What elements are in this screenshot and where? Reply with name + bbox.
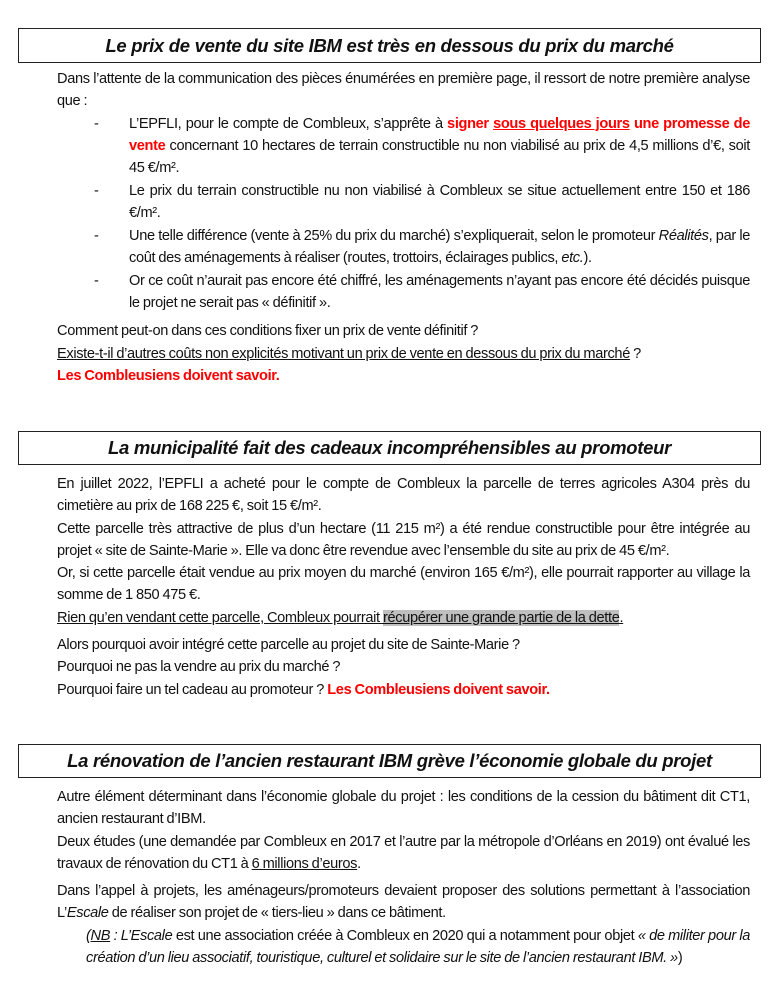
text: L’EPFLI, pour le compte de Combleux, s’apprête à <box>129 115 448 132</box>
text: Une telle différence (vente à 25% du prix du marché) s’expliquerait, selon le promoteur <box>129 228 659 245</box>
paragraph: En juillet 2022, l’EPFLI a acheté pour le compte de Combleux la parcelle de terres agricoles A304 près du cimetière au prix de 168 225 €, soit 15 €/m². <box>57 476 750 515</box>
bullet-dash: - <box>94 228 99 245</box>
italic-text: Escale <box>66 905 109 922</box>
paragraph <box>57 880 750 925</box>
bullet-list <box>57 113 750 315</box>
bullet-dash: - <box>94 273 99 290</box>
list-item <box>57 270 750 315</box>
list-item <box>57 225 750 270</box>
section-price-body <box>57 68 750 387</box>
conclusion: Les Combleusiens doivent savoir. <box>327 681 550 698</box>
conclusion: Les Combleusiens doivent savoir. <box>57 367 280 384</box>
text: . <box>357 855 361 872</box>
list-item <box>57 180 750 225</box>
text: ( <box>86 927 91 944</box>
question: Comment peut-on dans ces conditions fixer un prix de vente définitif ? <box>57 323 479 340</box>
underlined-text: Existe-t-il d’autres coûts non explicités motivant un prix de vente en dessous du prix du marché <box>57 345 630 362</box>
section-renovation-body <box>57 786 750 969</box>
text: est une association créée à Combleux en 2020 qui a notamment pour objet <box>172 927 638 944</box>
text: . <box>619 609 624 626</box>
text: de réaliser son projet de « tiers-lieu » dans ce bâtiment. <box>108 905 446 922</box>
question <box>57 343 750 365</box>
italic-text: etc. <box>561 250 584 267</box>
paragraph: Cette parcelle très attractive de plus d’un hectare (11 215 m²) a été rendue constructible pour être intégrée au projet « site de Sainte-Marie ». Elle va donc être revendue avec l’ensemble du site au prix de 45 €/m². <box>57 520 750 559</box>
section-heading-price: Le prix de vente du site IBM est très en dessous du prix du marché <box>18 28 761 63</box>
intro-paragraph: Dans l’attente de la communication des pièces énumérées en première page, il ressort de notre première analyse que : <box>57 71 750 110</box>
text: ? <box>629 345 641 362</box>
section-heading-gifts: La municipalité fait des cadeaux incompréhensibles au promoteur <box>18 431 761 465</box>
emphasis-text: une promesse de vente <box>129 115 750 154</box>
highlighted-text: récupérer une grande partie de la dette <box>382 609 620 626</box>
text: ) <box>677 950 683 967</box>
text: concernant 10 hectares de terrain constructible nu non viabilisé au prix de 4,5 millions d’€, soit 45 €/m². <box>129 137 750 177</box>
bullet-dash: - <box>94 182 99 199</box>
emphasis-text: signer <box>447 115 489 132</box>
underlined-text: Rien qu’en vendant cette parcelle, Combleux pourrait <box>57 609 383 626</box>
emphasis-underlined: sous quelques jours <box>493 115 630 132</box>
text: Pourquoi faire un tel cadeau au promoteur ? <box>57 681 328 698</box>
paragraph: Autre élément déterminant dans l’économie globale du projet : les conditions de la cession du bâtiment dit CT1, ancien restaurant d’IBM. <box>57 789 750 828</box>
text: Dans l’appel à projets, les aménageurs/promoteurs devaient proposer des solutions permettant à l’association L’ <box>57 883 750 922</box>
paragraph <box>57 831 750 876</box>
text: , par le coût des aménagements à réaliser (routes, trottoirs, éclairages publics, <box>129 228 750 267</box>
italic-text: Réalités <box>658 228 709 245</box>
paragraph: Or, si cette parcelle était vendue au prix moyen du marché (environ 165 €/m²), elle pourrait rapporter au village la somme de 1 850 475 €. <box>57 565 750 604</box>
section-heading-renovation: La rénovation de l’ancien restaurant IBM grève l’économie globale du projet <box>18 744 761 778</box>
italic-quote: « de militer pour la création d’un lieu associatif, touristique, culturel et solidaire sur le site de l’ancien restaurant IBM. » <box>86 927 751 967</box>
section-gifts-body <box>57 473 750 701</box>
question: Alors pourquoi avoir intégré cette parcelle au projet du site de Sainte-Marie ? <box>57 637 520 654</box>
question <box>57 679 750 701</box>
nb-label: NB <box>90 927 111 944</box>
question: Pourquoi ne pas la vendre au prix du marché ? <box>57 659 341 676</box>
text: Le prix du terrain constructible nu non viabilisé à Combleux se situe actuellement entre 150 et 186 €/m². <box>129 182 750 222</box>
bullet-dash: - <box>94 115 99 132</box>
text: Or ce coût n’aurait pas encore été chiffré, les aménagements n’ayant pas encore été décidés puisque le projet ne serait pas « définitif ». <box>129 273 750 312</box>
underlined-text: 6 millions d’euros <box>251 855 358 872</box>
text: ). <box>583 250 592 267</box>
list-item <box>57 113 750 180</box>
text: Deux études (une demandée par Combleux en 2017 et l’autre par la métropole d’Orléans en 2019) ont évalué les travaux de rénovation du CT1 à <box>57 833 750 872</box>
paragraph <box>57 607 750 629</box>
nota-bene <box>57 925 750 970</box>
italic-text: : L’Escale <box>110 927 173 944</box>
